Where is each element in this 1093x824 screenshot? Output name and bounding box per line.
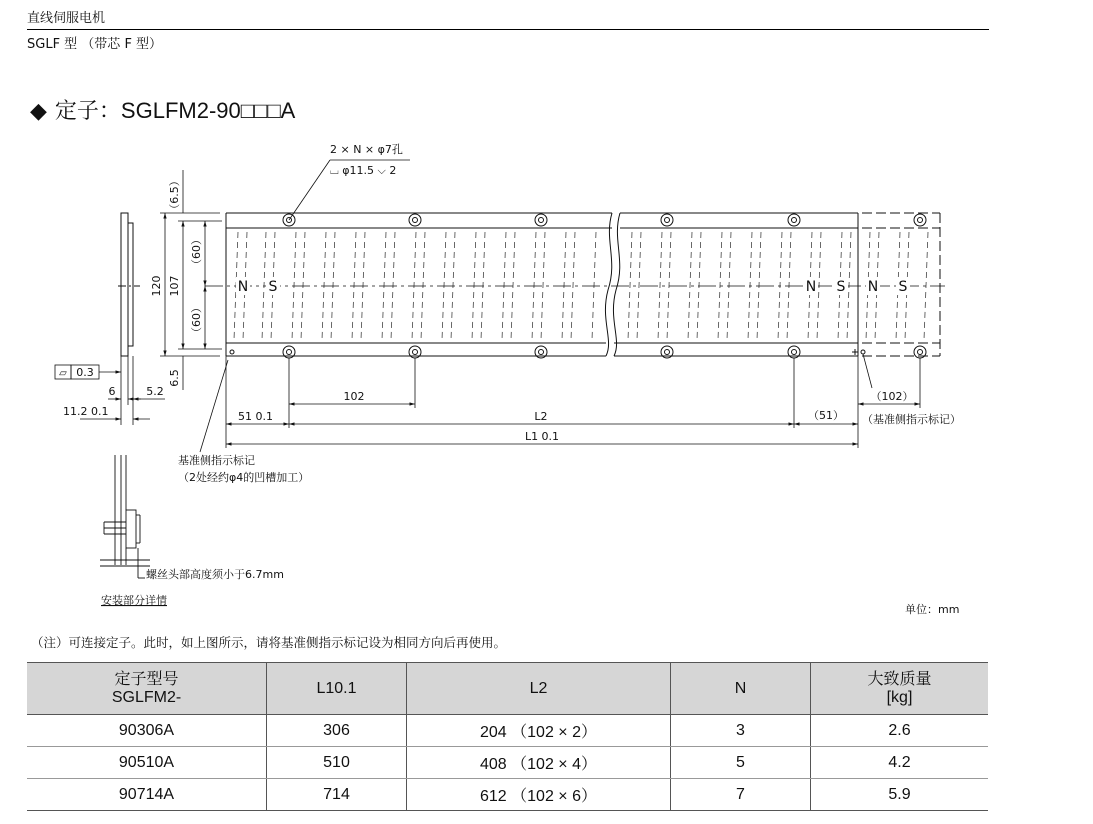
pole-label-n: N	[867, 279, 879, 295]
cell-mass: 4.2	[811, 747, 989, 779]
reference-mark-label-left: 基准侧指示标记	[178, 454, 255, 467]
pole-label-s: S	[836, 279, 846, 295]
screw-height-note: 螺丝头部高度须小于6.7mm	[146, 568, 284, 581]
cell-model: 90306A	[27, 715, 267, 747]
dim-11-2: 11.2 0.1	[63, 405, 109, 418]
hole-spec-line-1: 2 × N × φ7孔	[330, 143, 403, 156]
column-header-line: L10.1	[316, 679, 357, 697]
document-subtitle: SGLF 型 （带芯 F 型）	[27, 37, 163, 52]
cell-model: 90510A	[27, 747, 267, 779]
column-header-line: [kg]	[886, 688, 913, 706]
dim-l2: L2	[534, 410, 548, 423]
column-header-line: 大致质量	[867, 670, 932, 688]
dim-120: 120	[150, 275, 163, 297]
table-row	[27, 779, 988, 811]
pole-label-s: S	[268, 279, 278, 295]
diamond-bullet-icon: ◆	[30, 98, 47, 123]
dim-60-top: （60）	[190, 234, 203, 270]
column-header-model	[27, 663, 267, 715]
installation-detail	[100, 455, 150, 578]
column-header-l1	[267, 663, 407, 715]
column-header-line: L2	[529, 679, 548, 697]
dim-102-right: （102）	[870, 390, 914, 403]
cell-mass: 5.9	[811, 779, 989, 811]
hole-spec-line-2: ⌴ φ11.5 ⌵ 2	[330, 164, 397, 177]
flatness-icon: ⏥	[59, 368, 67, 379]
side-view	[118, 213, 140, 356]
flatness-value: 0.3	[76, 366, 94, 379]
cell-l1: 714	[267, 779, 407, 811]
unit-label: 单位：mm	[905, 603, 960, 616]
cell-n: 5	[671, 747, 811, 779]
cell-model: 90714A	[27, 779, 267, 811]
dim-5-2: 5.2	[146, 385, 164, 398]
dim-102: 102	[343, 390, 365, 403]
dim-6: 6	[108, 385, 116, 398]
column-header-line: N	[734, 679, 747, 697]
cell-l1: 306	[267, 715, 407, 747]
table-row	[27, 715, 988, 747]
reference-mark-label-right: （基准侧指示标记）	[862, 413, 961, 426]
cell-l2: 408 （102 × 4）	[407, 747, 671, 779]
pole-label-s: S	[898, 279, 908, 295]
column-header-line: 定子型号	[114, 670, 179, 688]
document-category: 直线伺服电机	[27, 11, 106, 26]
horizontal-dimensions	[200, 354, 920, 452]
column-header-mass	[811, 663, 989, 715]
cell-n: 7	[671, 779, 811, 811]
dim-60-bottom: （60）	[190, 302, 203, 338]
reference-mark-detail: （2处经约φ4的凹槽加工）	[178, 471, 310, 484]
section-title-text: 定子：SGLFM2-90□□□A	[54, 98, 296, 123]
dim-51: 51 0.1	[238, 410, 273, 423]
cell-l2: 612 （102 × 6）	[407, 779, 671, 811]
connection-note: （注）可连接定子。此时，如上图所示，请将基准侧指示标记设为相同方向后再使用。	[31, 635, 507, 650]
cell-l1: 510	[267, 747, 407, 779]
table-header-row	[27, 663, 988, 715]
column-header-line: SGLFM2-	[111, 688, 182, 706]
pole-label-n: N	[237, 279, 249, 295]
column-header-l2	[407, 663, 671, 715]
cell-l2: 204 （102 × 2）	[407, 715, 671, 747]
pole-label-n: N	[805, 279, 817, 295]
dim-l1: L1 0.1	[524, 430, 560, 443]
installation-detail-title: 安装部分详情	[101, 594, 167, 607]
table-row	[27, 747, 988, 779]
dim-107: 107	[168, 275, 181, 297]
cell-mass: 2.6	[811, 715, 989, 747]
dim-6-5-top: （6.5）	[168, 175, 181, 215]
dim-51-right: （51）	[808, 409, 844, 422]
stator-spec-table	[27, 662, 988, 811]
dim-6-5-bottom: 6.5	[168, 369, 181, 387]
column-header-n	[671, 663, 811, 715]
cell-n: 3	[671, 715, 811, 747]
